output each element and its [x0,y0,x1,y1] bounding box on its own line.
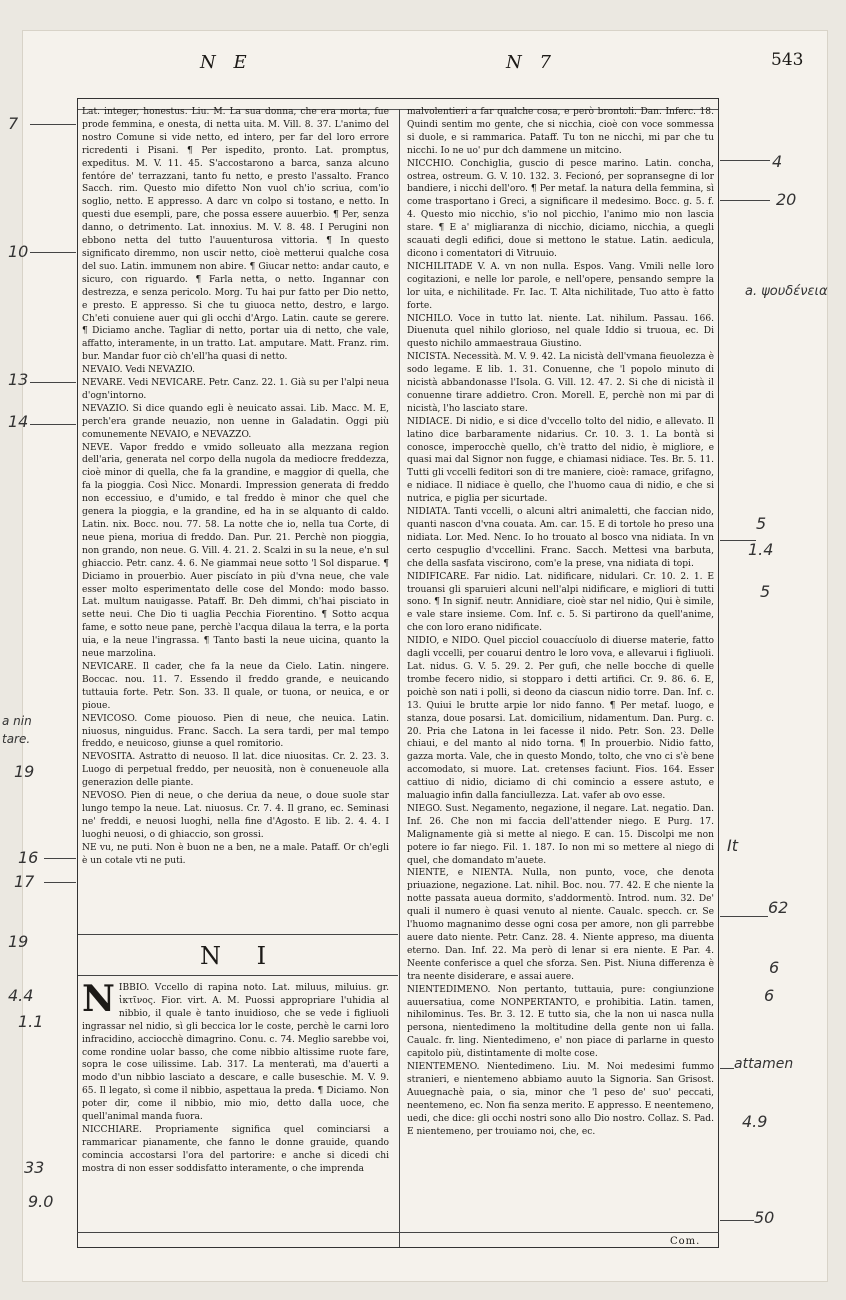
entry-nidiace: NIDIACE. Di nidio, e si dice d'vccello tolto del nidio, e allevato. Il latino dice barbaramente nidarius. Cr. 10. 3. 1. La bontà si conosce, imperocchè quello, ch'è tratto del nidio, è migliore, e quasi mai dal Signor non fugge, e chiamasi nidiace. Tes. Br. 5. 11. Tutti gli vccelli feditori son di tre maniere, cioè: ramace, grifagno, e nidiace. Il nidiace è quello, che l'huomo caua di nidio, e che si nutrica, e piglia per sicurtade. [407,416,714,505]
entry-nientedimeno: NIENTEDIMENO. Non pertanto, tuttauia, pure: congiunzione auuersatiua, come NONPERTANTO, e prohibitia. Latin. tamen, nihilominus. Tes. Br. 3. 12. E tutto sia, che la non ui nasca nulla persona, nientedimeno la moltitudine della gente non ui falla. Caualc. fr. ling. Nientedimeno, e' non piace di parlarne in questo capitolo più, distintamente di molte cose. [407,984,714,1060]
section-heading: N I [200,942,281,970]
margin-note-right: 6 [764,986,775,1005]
catchword: Com. [670,1236,701,1247]
margin-note-right: 20 [776,190,797,209]
entry-nevazio: NEVAZIO. Si dice quando egli è neuicato assai. Lib. Macc. M. E, perch'era grande neuazio, non uenne in Galadatin. Oggi più comunemente NEVAIO, e NEVAZZO. [82,403,389,440]
right-column [407,106,714,1241]
running-head-left: N E [200,52,253,73]
margin-note-right: 1.4 [748,540,774,559]
margin-note-left: 1.1 [18,1012,44,1031]
margin-note-right: attamen [734,1056,794,1072]
margin-note-right: 4.9 [742,1112,768,1131]
margin-note-left: 19 [14,762,35,781]
margin-note-left: 19 [8,932,29,951]
margin-note-left: 16 [18,848,39,867]
margin-note-left: 33 [24,1158,45,1177]
entry-nidificare: NIDIFICARE. Far nidio. Lat. nidificare, nidulari. Cr. 10. 2. 1. E trouansi gli sparuieri alcuni nell'alpi nidificare, e migliori di tutti sono. ¶ In signif. neutr. Annidiare, cioè star nel nidio, Qui è simile, e vale stare insieme. Com. Inf. c. 5. Si partirono da quell'anime, che con loro erano nidificate. [407,571,714,634]
margin-note-right: 5 [756,514,767,533]
entry-niente: NIENTE, e NIENTA. Nulla, non punto, voce, che denota priuazione, negazione. Lat. nihil. Boc. nou. 77. 42. E che niente la notte passata aueua dormito, s'addormentò. Introd. num. 32. De' quali il numero è quasi venuto al niente. Caualc. specch. cr. Se l'huomo magnanimo desse ogni cosa per amore, non gli parrebbe auere dato niente. Petr. Canz. 28. 4. Niente appreso, ma diuenta eterno. Dan. Inf. 22. Ma però di lenar si era niente. E Par. 4. Neente conferisce a quel che sforza. Sen. Pist. Niuna differenza è tra neente disiderare, e assai auere. [407,868,714,982]
page-number: 543 [771,50,804,70]
entry-neve: NEVE. Vapor freddo e vmido solleuato alla mezzana region dell'aria, generata nel corpo della nugola da mediocre freddezza, cioè minor di quella, che fa la grandine, e maggior di quella, che fa la pioggia. Così Nicc. Monardi. Impression generata di freddo non eccessiuo, e d'umido, e tal freddo è minor che quel che genera la pioggia, e la grandine, ed ha in se alquanto di caldo. Latin. nix. Bocc. nou. 77. 58. La notte che io, nella tua Corte, di neue piena, moriua di freddo. Dan. Pur. 21. Perchè non pioggia, non grando, non neue. G. Vill. 4. 21. 2. Scalzi in su la neue, e'n sul ghiaccio. Petr. canz. 4. 6. Ne giammai neue sotto 'l Sol disparue. ¶ Diciamo in prouerbio. Auer piscíato in più d'vna neue, che vale esser molto esperimentato delle cose del Mondo: modo basso. Lat. multum nauigasse. Pataff. Br. Deh dimmi, ch'hai pisciato in sette neui. Che Dio ti uaglia Pecchia Fiorentino. ¶ Sotto acqua fame, e sotto neue pane, perchè l'acqua dilaua la terra, e la porta uia, e la neue l'ingrassa. ¶ Tanto basti la neue uicina, quanto la neue marzolina. [82,442,389,660]
margin-pointer [30,124,76,125]
margin-pointer [720,916,768,917]
left-lower-text [82,978,389,1176]
margin-note-left: 13 [8,370,29,389]
left-column [82,106,389,926]
entry-nevaio: NEVAIO. Vedi NEVAZIO. [82,365,195,376]
entry-nidio: NIDIO, e NIDO. Quel picciol couaccíuolo di diuerse materie, fatto dagli vccelli, per couarui dentro le loro vova, e allevarui i figliuoli. Lat. nidus. G. V. 5. 29. 2. Per gufi, che nelle bocche di quelle trombe fecero nidio, si stopparo i detti artifici. Cr. 9. 86. 6. E, poichè son nati i polli, si deono da ciascun nidio torre. Dan. Inf. c. 13. Quiui le brutte arpie lor nido fanno. ¶ Per metaf. luogo, e stanza, doue posarsi. Lat. domicilium, nidamentum. Dan. Purg. c. 20. Pria che Latona in lei facesse il nido. Petr. Son. 23. Delle chiaui, e del manto al nido torna. ¶ In prouerbio. Nidio fatto, gazza morta. Vale, che in questo Mondo, tolto, che vno ci s'è bene accomodato, si muore. Lat. cretenses faciunt. Fios. 164. Esser cattiuo di nidio, diciamo di chi comincio a essere astuto, e maluagio infin dalla fanciullezza. Lat. vafer ab ovo esse. [407,636,714,802]
margin-pointer [30,382,76,383]
entry-nientemeno: NIENTEMENO. Nientedimeno. Liu. M. Noi medesimi fummo stranieri, e nientemeno abbiamo auuto la Signoria. San Grisost. Auuegnachè paia, o sia, minor che 'l peso de' suo' peccati, neentemeno, ec. Non fia senza merito. E appresso. E neentemeno, uedi, che dice: gli occhi nostri sono allo Dio nostro. Collaz. S. Pad. E nientemeno, per trouiamo noi, che, ec. [407,1062,714,1137]
margin-note-right: 50 [754,1208,775,1227]
margin-pointer [44,858,76,859]
margin-note-left: a nin tare. [2,714,32,746]
margin-note-right: 4 [772,152,783,171]
running-head-right: N 7 [506,52,557,73]
footer-rule [77,1232,719,1233]
entry-nicchiare-cont: malvolentieri a far qualche cosa, e però brontoli. Dan. Inferc. 18. Quindi sentim mo gente, che si nicchia, cioè con voce sommessa si duole, e si rammarica. Pataff. Tu ton ne nicchi, mi par che tu nicchi. Io ne uo' pur dch dammene un mitcino. [407,107,714,156]
margin-pointer [30,424,76,425]
entry-nicchiare: NICCHIARE. Propriamente significa quel cominciarsi a rammaricar pianamente, che fanno le donne grauide, quando comincia accostarsi l'ora del partorire: e anche si dicedi chi mostra di non esser soddisfatto interamente, o che imprenda [82,1124,389,1174]
entry-ne-vu: NE vu, ne puti. Non è buon ne a ben, ne a male. Pataff. Or ch'egli è un cotale vti ne puti. [82,842,389,866]
entry-nibbio [82,978,389,1124]
margin-note-right: a. ψουδένεια [745,284,828,299]
entry-nevare: NEVARE. Vedi NEVICARE. Petr. Canz. 22. 1. Già su per l'alpi neua d'ogn'intorno. [82,378,389,401]
column-divider [399,109,400,1247]
margin-pointer [30,252,76,253]
margin-note-right: 62 [768,898,789,917]
entry-nevicare: NEVICARE. Il cader, che fa la neue da Cielo. Latin. ningere. Boccac. nou. 11. 7. Essendo il freddo grande, e neuicando tuttauia forte. Petr. Son. 33. Il quale, or tuona, or neuica, e or pioue. [82,661,389,711]
entry-nichilo: NICHILO. Voce in tutto lat. niente. Lat. nihilum. Passau. 166. Diuenuta quel nihilo glorioso, nel quale Iddio si truoua, ec. Di questo nichilo ammaestraua Giustino. [407,313,714,350]
margin-note-left: 14 [8,412,29,431]
margin-note-left: 10 [8,242,29,261]
drop-capital: N [82,978,115,1020]
entry-nevicoso: NEVICOSO. Come piouoso. Pien di neue, che neuica. Latin. niuosus, ninguidus. Franc. Sacch. La sera tardi, per mal tempo freddo, e neuicoso, giunse a quel romitorio. [82,713,389,750]
entry-nibbio-text: IBBIO. Vccello di rapina noto. Lat. miluus, miluius. gr. ἰκτῖνος. Fior. virt. A. M. Puossi appropriare l'uhidia al nibbio, il quale è tanto inuidioso, che se vede i figliuoli ingrassar nel nidio, sì gli beccica lor le coste, perchè le carni loro infracidino, acciocchè dimagrino. Conu. c. 74. Meglio sarebbe voi, come rondine uolar basso, che come nibbio altissime ruote fare, sopra le cose uilissime. Lab. 317. La menteratì, ma d'auerti a modo d'un nibbio lasciato a descare, e calle buseschie. M. V. 9. 65. Il legato, sì come il nibbio, aspettaua la preda. ¶ Diciamo. Non poter dir, come il nibbio, mio mio, detto dalla uoce, che quell'animal manda fuora. [82,983,389,1123]
margin-note-right: 5 [760,582,771,601]
margin-pointer [720,160,770,161]
margin-note-left: 9.0 [28,1192,54,1211]
entry-nichilitade: NICHILITADE V. A. vn non nulla. Espos. Vang. Vmili nelle loro cogitazioni, e nelle lor parole, e nell'opere, pensando sempre la lor uita, e nichilitade. Fr. Iac. T. Alta nichilitade, Tuo atto è fatto forte. [407,261,714,311]
entry-nicista: NICISTA. Necessità. M. V. 9. 42. La nicistà dell'vmana fieuolezza è sodo legame. E lib. 1. 31. Conuenne, che 'l popolo minuto di nicistà abbandonasse l'Isola. G. Vill. 12. 47. 2. Si che di nicistà il conuenne tirare addietro. Cron. Morell. E, perchè non mi par di nicistà, l'ho lasciato stare. [407,352,714,414]
entry-nevoso: NEVOSO. Pien di neue, o che deriua da neue, o doue suole star lungo tempo la neue. Lat. niuosus. Cr. 7. 4. Il grano, ec. Seminasi ne' freddi, e neuosi luoghi, nella fine d'Agosto. E lib. 2. 4. 4. I luoghi neuosi, o di ghiaccio, son grossi. [82,791,389,840]
margin-pointer [44,882,76,883]
entry-nicchio: NICCHIO. Conchiglia, guscio di pesce marino. Latin. concha, ostrea, ostreum. G. V. 10. 132. 3. Fecionó, per sopransegne di lor bandiere, i nicchi dell'oro. ¶ Per metaf. la natura della femmina, sì come trasportano i Greci, a significare il medesimo. Bocc. g. 5. f. 4. Questo mio nicchio, s'io nol picchio, l'animo mio non lascia stare. ¶ E a' migliaranza di nicchio, diciamo, nicchia, a quegli scauati degli edifici, doue si mettono le statue. Latin. aedicula, dicono i comentatori di Vitruuio. [407,158,714,259]
entry-nidiata: NIDIATA. Tanti vccelli, o alcuni altri animaletti, che faccian nido, quanti nascon d'vna couata. Am. car. 15. E di tortole ho preso una nidiata. Lor. Med. Nenc. Io ho trouato al bosco vna nidiata. In vn certo cespuglio d'vccellini. Franc. Sacch. Mettesi vna barbuta, che della sasfata viscirono, com'e la prese, vna nidiata di topi. [407,507,714,569]
entry-nevosita: NEVOSITA. Astratto di neuoso. Il lat. dice niuositas. Cr. 2. 23. 3. Luogo di perpetual freddo, per neuosità, non è conueneuole alla generazion delle piante. [82,752,389,789]
entry-niego: NIEGO. Sust. Negamento, negazione, il negare. Lat. negatio. Dan. Inf. 26. Che non mi faccia dell'attender niego. E Purg. 17. Malignamente già si mette al niego. E can. 15. Discolpi me non potere io far niego. Fil. 1. 187. Io non mi so mettere al niego di quel, che domandato m'auete. [407,803,714,866]
margin-note-left: 4.4 [8,986,34,1005]
margin-note-left: 7 [8,114,19,133]
entry-netto: Lat. integer, honestus. Liu. M. La sua donna, che era morta, fue prode femmina, e onesta, di netta uita. M. Vill. 8. 37. L'animo del nostro Comune si vide netto, ed intero, per far del loro errore ricredenti i Pisani. ¶ Per ispedito, pronto. Lat. promptus, expeditus. M. V. 11. 45. S'accostarono a barca, sanza alcuno fentóre de' terrazzani, tanto fu netto, e presto l'assalto. Franco Sacch. rim. Questo mio difetto Non vuol ch'io scriua, com'io soglio, netto. E appresso. A darc vn colpo si tostano, e netto. In questi due esempli, pare, che possa essere auuerbio. ¶ Per, senza danno, o detrimento. Lat. innoxius. M. V. 8. 48. I Perugini non ebbono netta del tutto l'auuenturosa vittoria. ¶ In questo significato diremmo, non uscir netto, cioè metterui qualche cosa del suo. Latin. immunem non abire. ¶ Giucar netto: andar cauto, e sicuro, con riguardo. ¶ Farla netta, o netto. Ingannar con destrezza, e senza pericolo. Morg. Tu hai pur fatto per Dio netto, e presto. E appresso. Si che tu giuoca netto, destro, e largo. Ch'eti conuiene auer qui gli occhi d'Argo. Latin. caute se gerere. ¶ Diciamo anche. Tagliar di netto, portar uia di netto, che vale, affatto, interamente, in un tratto. Lat. amputare. Matt. Franz. rim. bur. Mandar fuor ciò ch'ell'ha quasi di netto. [82,107,389,363]
margin-pointer [720,540,756,541]
margin-pointer [720,1068,734,1069]
margin-note-right: 6 [769,958,780,977]
margin-note-left: 17 [14,872,35,891]
margin-note-right: It [727,836,738,855]
margin-pointer [720,200,770,201]
margin-pointer [720,1220,754,1221]
